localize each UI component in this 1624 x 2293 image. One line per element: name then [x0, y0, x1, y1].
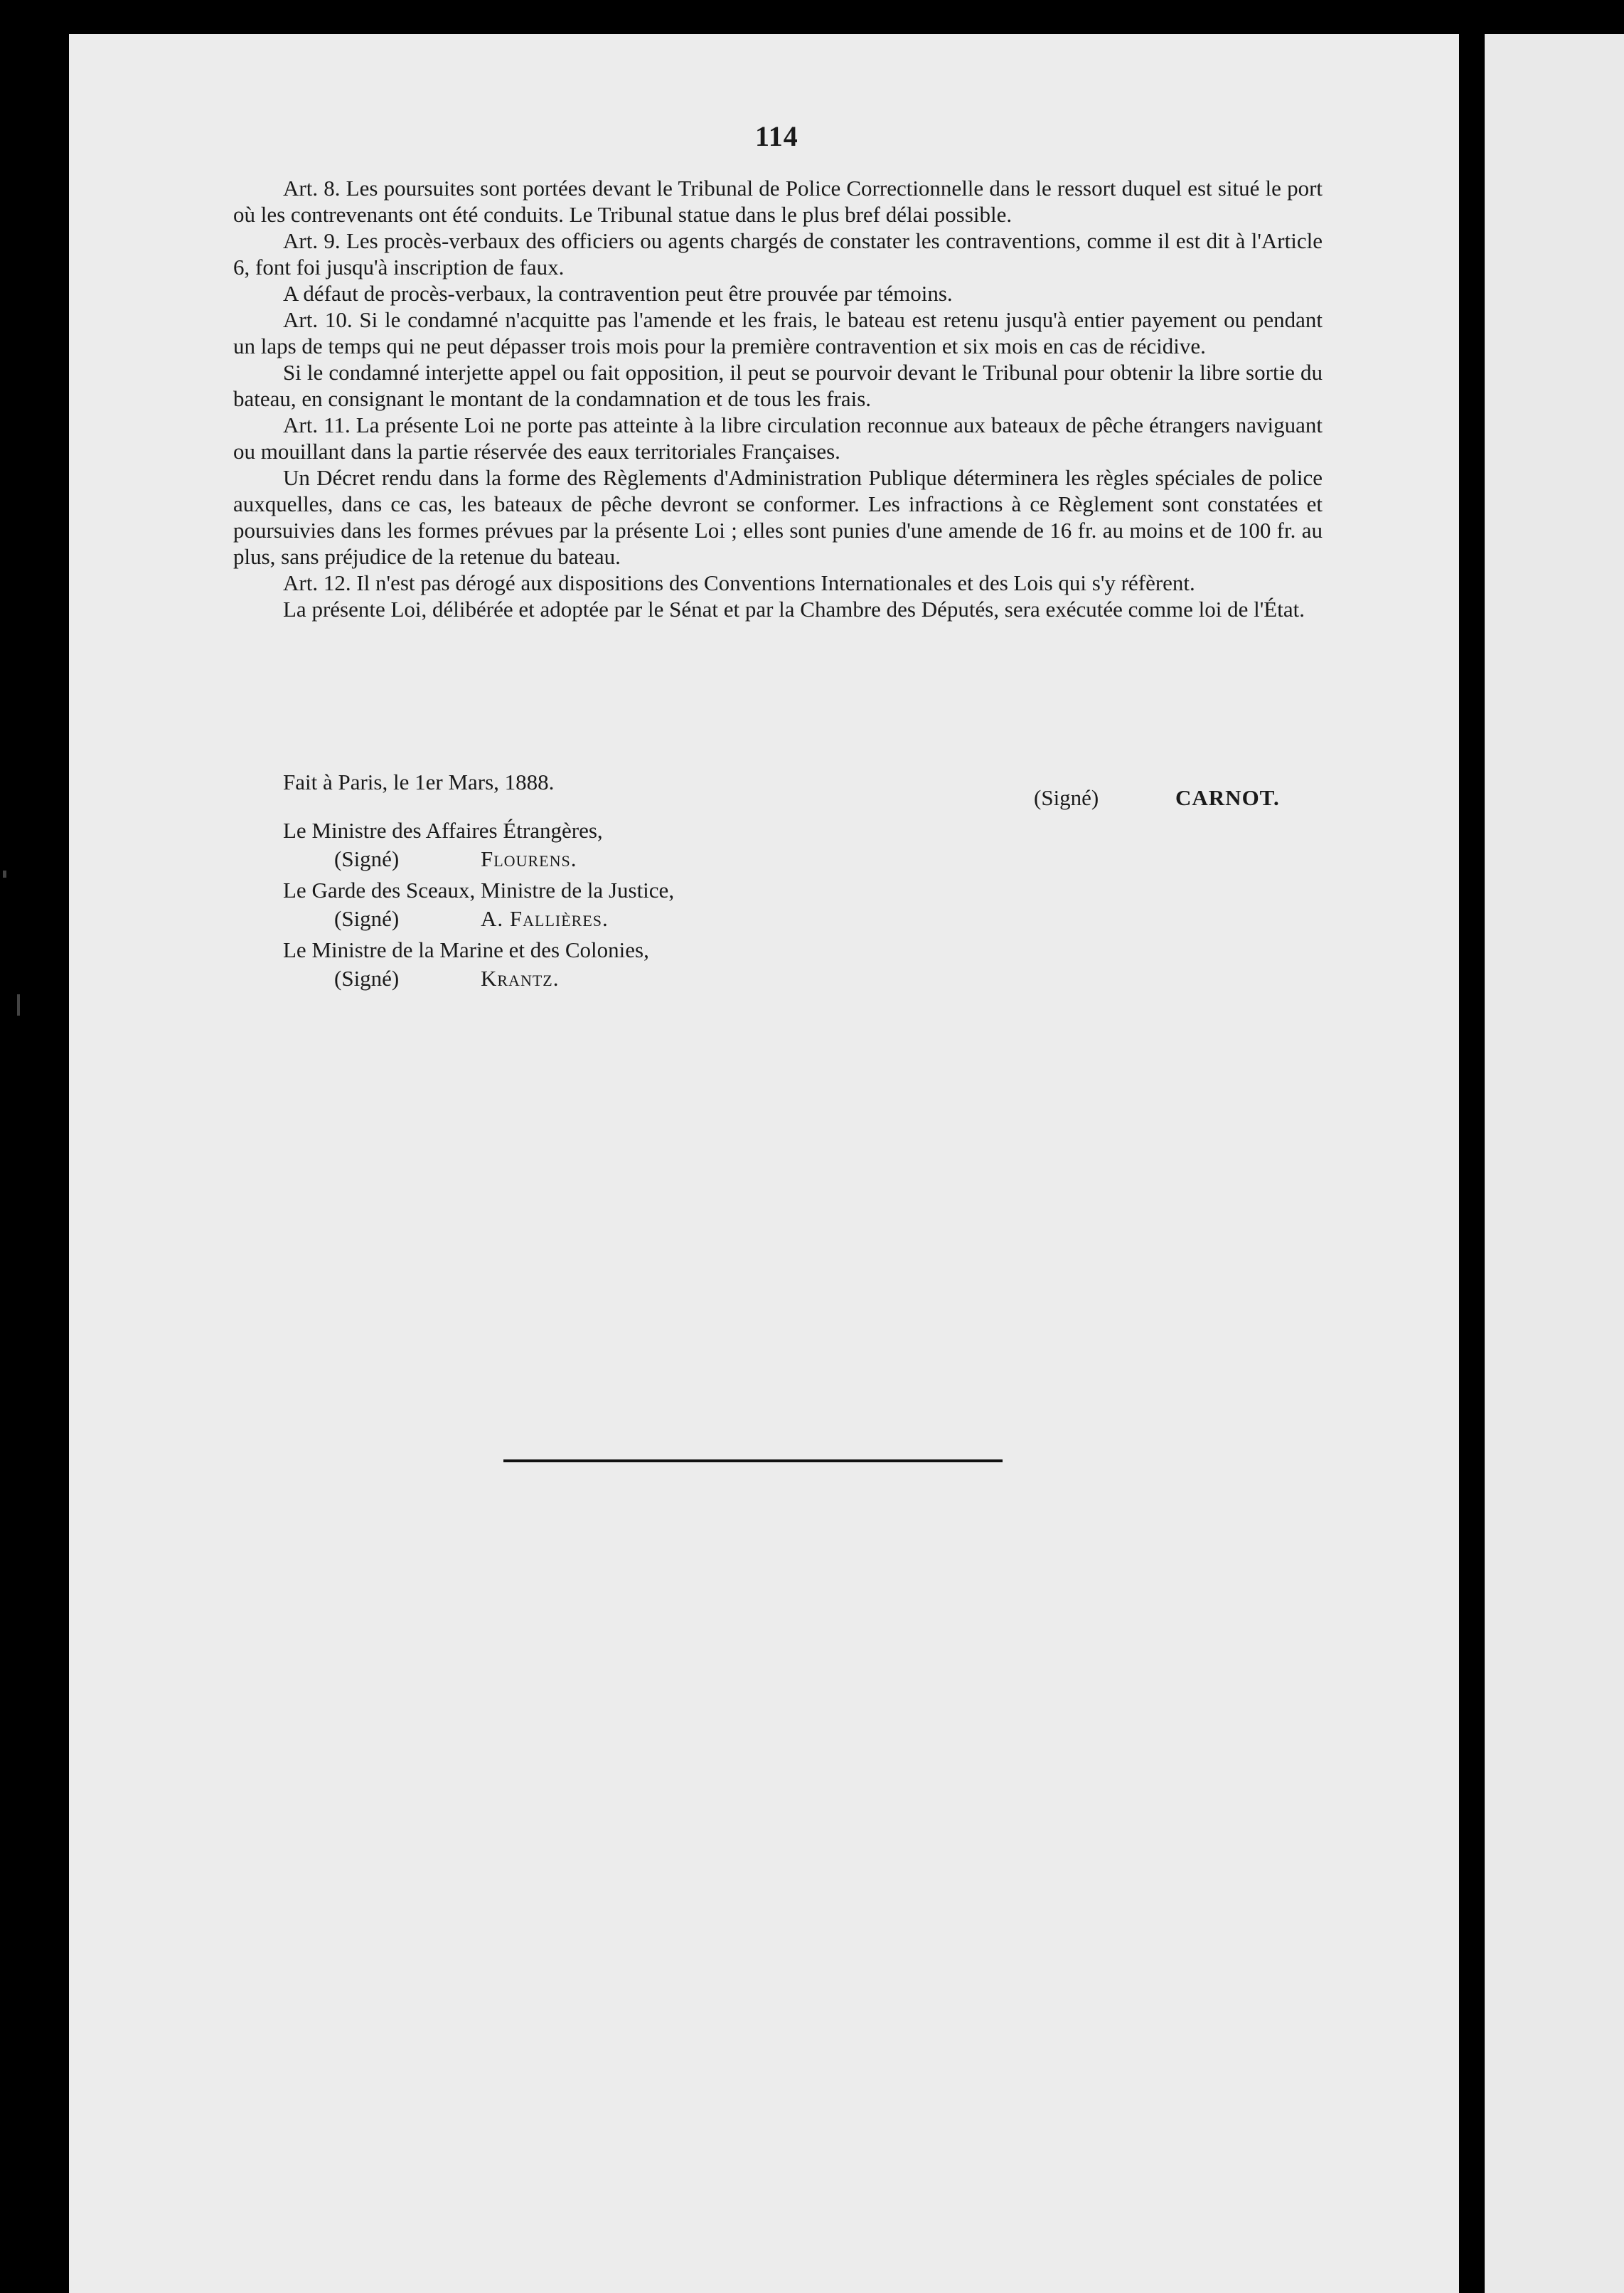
president-signature [1034, 785, 1280, 811]
article-8-paragraph: Art. 8. Les poursuites sont portées devant le Tribunal de Police Correctionnelle dans le ressort duquel est situé le port où les contrevenants ont été conduits. Le Tribunal statue dans le plus bref délai possible. [233, 176, 1323, 227]
signed-label: (Signé) [334, 966, 400, 991]
article-9-proof-paragraph: A défaut de procès-verbaux, la contravention peut être prouvée par témoins. [283, 281, 953, 306]
article-11-paragraph: Art. 11. La présente Loi ne porte pas atteinte à la libre circulation reconnue aux bateaux de pêche étrangers naviguant ou mouillant dans la partie réservée des eaux territoriales Françaises. [233, 413, 1323, 464]
article-11-decree-paragraph: Un Décret rendu dans la forme des Règlements d'Administration Publique déterminera les règles spéciales de police auxquelles, dans ce cas, les bateaux de pêche devront se conformer. Les infractions à ce Règlement sont constatées et poursuivies dans les formes prévues par la présente Loi ; elles sont punies d'une amende de 16 fr. au moins et de 100 fr. au plus, sans préjudice de la retenue du bateau. [233, 465, 1323, 569]
enactment-paragraph: La présente Loi, délibérée et adoptée par le Sénat et par la Chambre des Députés, sera exécutée comme loi de l'État. [283, 597, 1305, 622]
adjacent-page-edge [1485, 34, 1624, 2293]
law-text [233, 175, 1323, 622]
article-10-appeal-paragraph: Si le condamné interjette appel ou fait opposition, il peut se pourvoir devant le Tribunal pour obtenir la libre sortie du bateau, en consignant le montant de la condamnation et de tous les frais. [233, 360, 1323, 411]
president-name: CARNOT. [1175, 785, 1280, 810]
minister-title: Le Ministre des Affaires Étrangères, [283, 818, 603, 843]
date-place-line: Fait à Paris, le 1er Mars, 1888. [283, 770, 555, 794]
section-divider-rule [503, 1459, 1003, 1462]
minister-title: Le Garde des Sceaux, Ministre de la Justice, [283, 878, 675, 903]
article-10-paragraph: Art. 10. Si le condamné n'acquitte pas l'amende et les frais, le bateau est retenu jusqu'à entier payement ou pendant un laps de temps qui ne peut dépasser trois mois pour la première contravention et six mois en cas de récidive. [233, 307, 1323, 358]
minister-name: Flourens. [481, 846, 577, 871]
minister-justice [283, 876, 674, 933]
signed-label: (Signé) [1034, 785, 1099, 810]
minister-title: Le Ministre de la Marine et des Colonies, [283, 937, 649, 962]
signed-label: (Signé) [334, 846, 400, 871]
scan-artifact [3, 871, 6, 878]
minister-marine-colonies [283, 936, 649, 993]
page-number: 114 [755, 120, 798, 152]
article-9-paragraph: Art. 9. Les procès-verbaux des officiers ou agents chargés de constater les contraventions, comme il est dit à l'Article 6, font foi jusqu'à inscription de faux. [233, 228, 1323, 280]
signed-label: (Signé) [334, 906, 400, 931]
minister-foreign-affairs [283, 816, 603, 873]
article-12-paragraph: Art. 12. Il n'est pas dérogé aux dispositions des Conventions Internationales et des Lois qui s'y réfèrent. [283, 570, 1195, 595]
scan-artifact [17, 994, 20, 1016]
minister-name: Krantz. [481, 966, 560, 991]
minister-name: A. Fallières. [481, 906, 609, 931]
